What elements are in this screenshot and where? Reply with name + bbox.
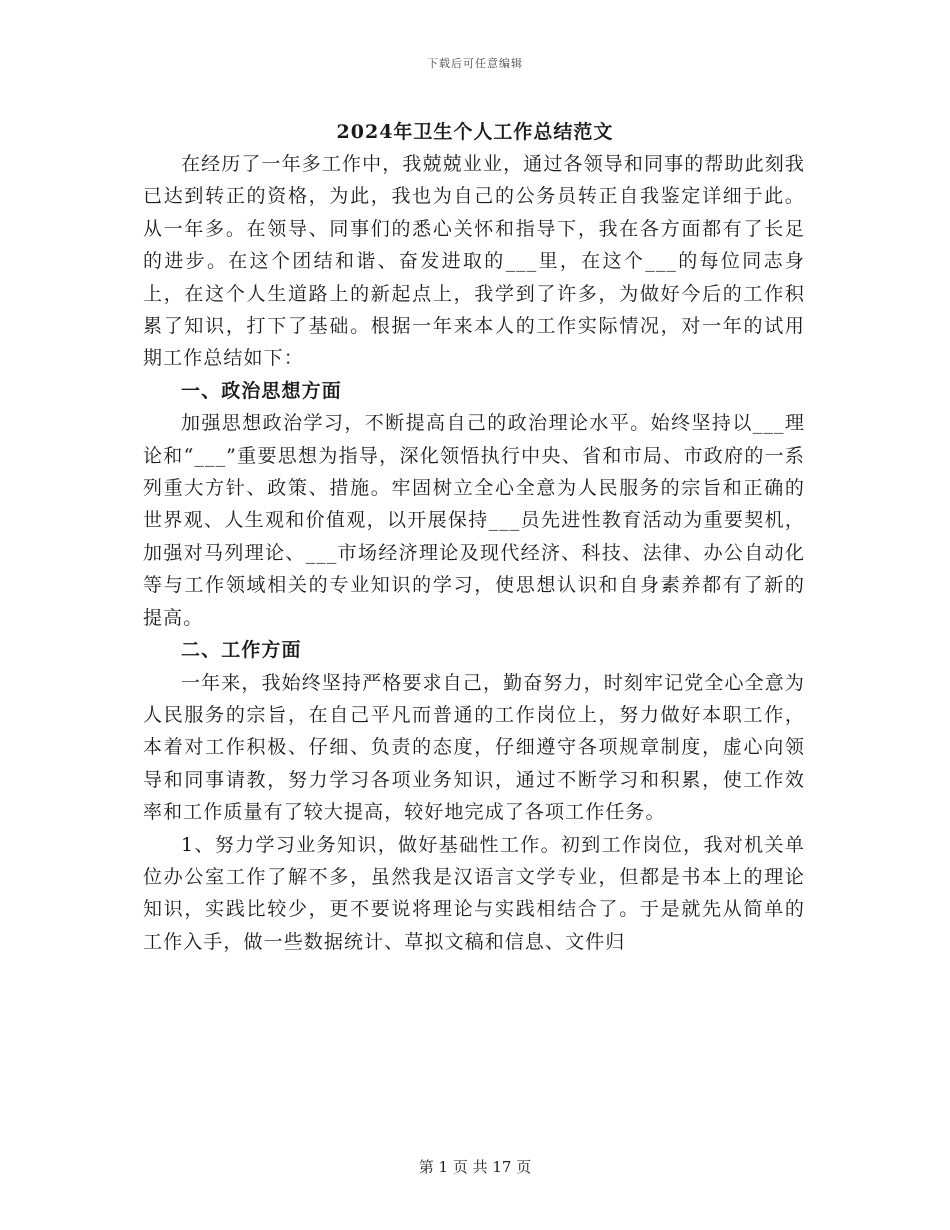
paragraph-item-1: 1、努力学习业务知识，做好基础性工作。初到工作岗位，我对机关单位办公室工作了解不多，虽然我是汉语言文学专业，但都是书本上的理论知识，实践比较少，更不要说将理论与实践相结合了。于是就先从简单的工作入手，做一些数据统计、草拟文稿和信息、文件归 — [143, 833, 805, 953]
page-number-footer: 第 1 页 共 17 页 — [418, 1158, 532, 1176]
paragraph-intro: 在经历了一年多工作中，我兢兢业业，通过各领导和同事的帮助此刻我已达到转正的资格，为此，我也为自己的公务员转正自我鉴定详细于此。从一年多。在领导、同事们的悉心关怀和指导下，我在各方面都有了长足的进步。在这个团结和谐、奋发进取的___里，在这个___的每位同志身上，在这个人生道路上的新起点上，我学到了许多，为做好今后的工作积累了知识，打下了基础。根据一年来本人的工作实际情况，对一年的试用期工作总结如下： — [143, 153, 805, 370]
document-body — [143, 148, 805, 958]
document-title: 2024年卫生个人工作总结范文 — [336, 121, 614, 143]
page-header-note: 下载后可任意编辑 — [427, 57, 523, 70]
paragraph-political: 加强思想政治学习，不断提高自己的政治理论水平。始终坚持以___理论和“___”重要思想为指导，深化领悟执行中央、省和市局、市政府的一系列重大方针、政策、措施。牢固树立全心全意为人民服务的宗旨和正确的世界观、人生观和价值观，以开展保持___员先进性教育活动为重要契机，加强对马列理论、___市场经济理论及现代经济、科技、法律、办公自动化等与工作领域相关的专业知识的学习，使思想认识和自身素养都有了新的提高。 — [143, 412, 805, 629]
section-heading-political: 一、政治思想方面 — [181, 379, 342, 402]
section-heading-work: 二、工作方面 — [181, 639, 302, 662]
paragraph-work: 一年来，我始终坚持严格要求自己，勤奋努力，时刻牢记党全心全意为人民服务的宗旨，在自己平凡而普通的工作岗位上，努力做好本职工作，本着对工作积极、仔细、负责的态度，仔细遵守各项规章制度，虚心向领导和同事请教，努力学习各项业务知识，通过不断学习和积累，使工作效率和工作质量有了较大提高，较好地完成了各项工作任务。 — [143, 671, 805, 824]
